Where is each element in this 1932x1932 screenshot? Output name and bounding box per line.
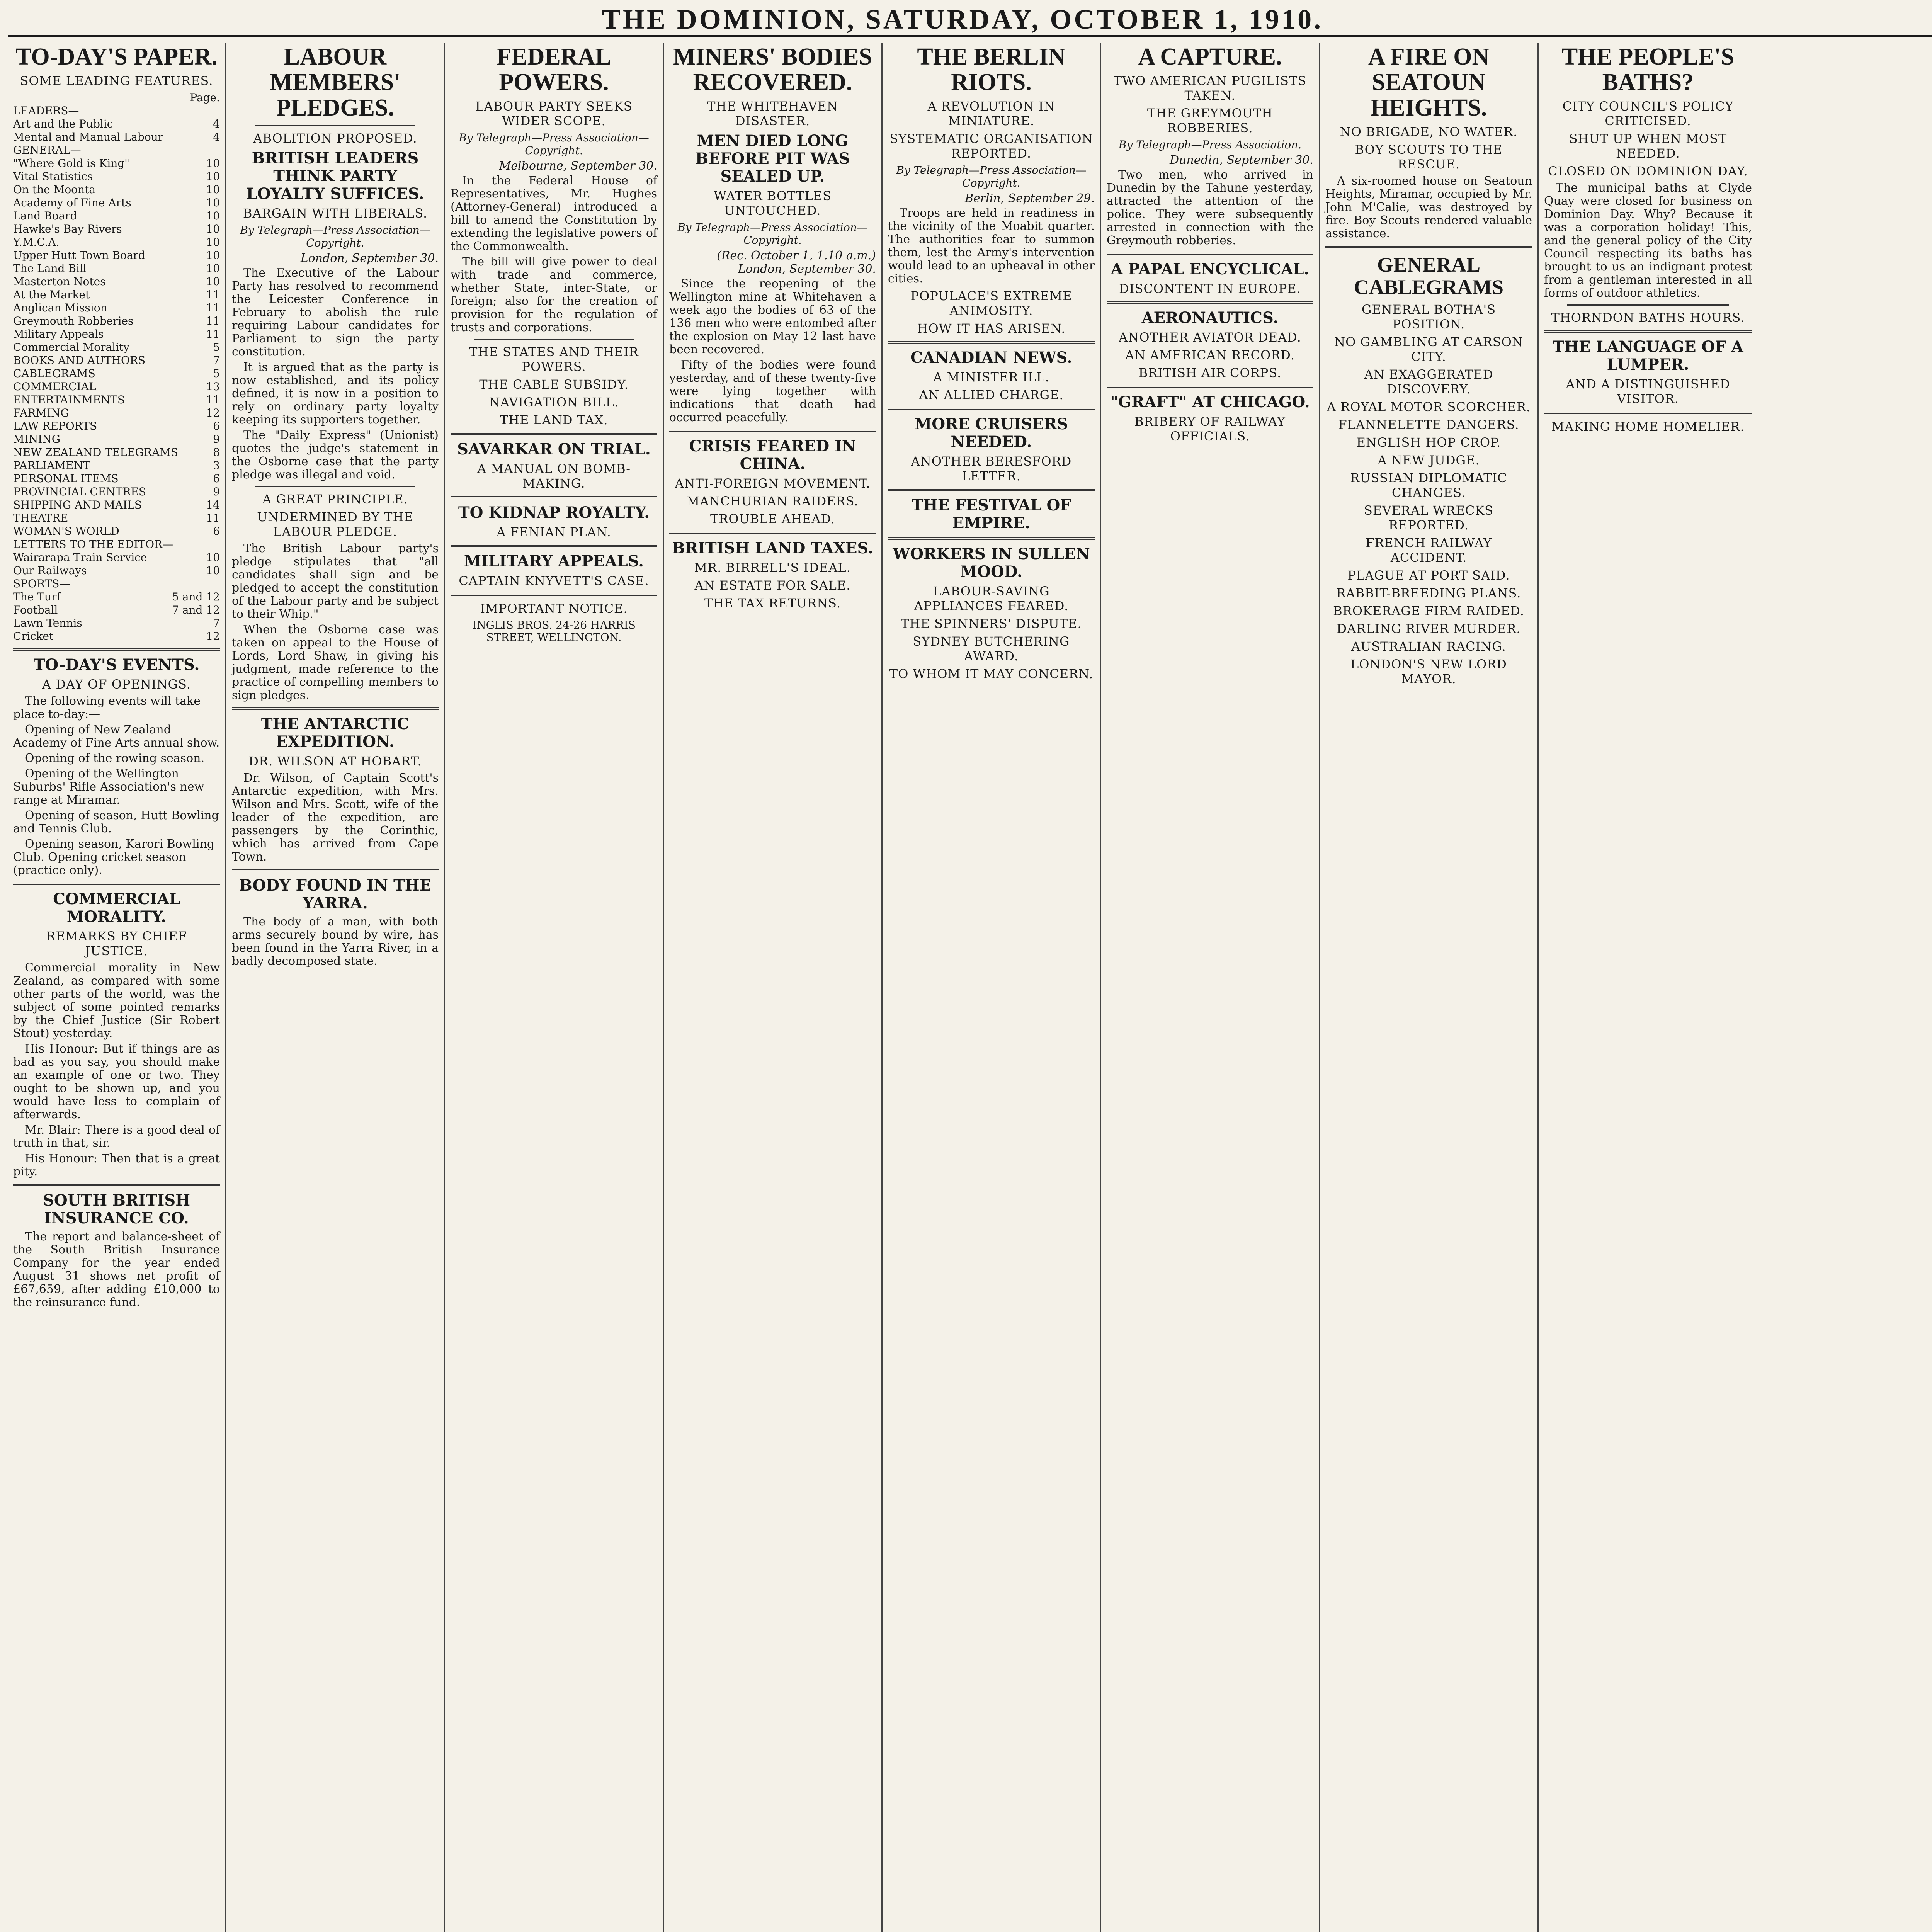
contents-item: Our Railways 10 [13,564,220,577]
article-paragraph: His Honour: Then that is a great pity. [13,1152,220,1179]
contents-item: BOOKS AND AUTHORS 7 [13,354,220,367]
principle-subheading: UNDERMINED BY THE LABOUR PLEDGE. [257,510,413,539]
byline: By Telegraph—Press Association. [1118,138,1302,151]
section-heading: A NEW JUDGE. [1378,453,1480,468]
notice-heading: IMPORTANT NOTICE. [480,601,628,616]
contents-item: PROVINCIAL CENTRES 9 [13,485,220,498]
divider [451,594,657,596]
divider [13,883,220,885]
divider [888,408,1095,410]
article-paragraph: A six-roomed house on Seatoun Heights, Miramar, occupied by Mr. John M'Calie, was destroyed by fire. Boy Scouts rendered valuable assistance. [1325,174,1532,240]
lumper-heading: THE LANGUAGE OF A LUMPER. [1553,338,1743,374]
contents-item: Upper Hutt Town Board 10 [13,249,220,262]
canadian-subheading: A MINISTER ILL. [933,370,1049,384]
divider [1107,253,1313,255]
contents-item: Football 7 and 12 [13,604,220,616]
contents-item: Wairarapa Train Service 10 [13,551,220,564]
article-paragraph: Fifty of the bodies were found yesterday, and of these twenty-five were lying together with indications that death had occurred peacefully. [669,358,876,424]
contents-item: CABLEGRAMS 5 [13,367,220,380]
section-heading: SEVERAL WRECKS REPORTED. [1364,503,1494,532]
contents-item: Vital Statistics 10 [13,170,220,183]
article-paragraph: Troops are held in readiness in the vicinity of the Moabit quarter. The authorities fear to summon them, lest the Army's intervention would lead to an upheaval in other cities. [888,206,1095,286]
article-paragraph: Mr. Blair: There is a good deal of truth in that, sir. [13,1123,220,1150]
divider [232,869,439,871]
article-paragraph: Since the reopening of the Wellington mine at Whitehaven a week ago the bodies of 63 of the 136 men who were entombed after the explosion on May 12 last have been recovered. [669,277,876,356]
article-paragraph: His Honour: But if things are as bad as you say, you should make an example of one or two. They ought to be shown up, and you would have less to complain of afterwards. [13,1042,220,1121]
capture-subheading: TWO AMERICAN PUGILISTS TAKEN. [1113,73,1307,103]
lumper-subheading: AND A DISTINGUISHED VISITOR. [1566,377,1730,406]
principle-heading: A GREAT PRINCIPLE. [262,492,408,507]
event-item: The following events will take place to-day:— [13,694,201,721]
section-heading: NAVIGATION BILL. [489,395,619,410]
contents-item: SHIPPING AND MAILS 14 [13,498,220,511]
section-heading: NO GAMBLING AT CARSON CITY. [1334,335,1523,364]
contents-item: PERSONAL ITEMS 6 [13,472,220,485]
article-paragraph: The body of a man, with both arms securely bound by wire, has been found in the Yarra River, in a badly decomposed state. [232,915,439,968]
section-heading: MAKING HOME HOMELIER. [1551,419,1745,434]
todays-paper-heading: TO-DAY'S PAPER. [15,44,218,70]
section-heading: ANOTHER AVIATOR DEAD. [1119,330,1301,345]
military-heading: MILITARY APPEALS. [464,552,644,570]
events-heading: TO-DAY'S EVENTS. [33,656,200,674]
article-paragraph: The bill will give power to deal with trade and commerce, whether State, inter-State, or foreign; also for the creation of provision for the regulation of trusts and corporations. [451,255,657,334]
section-heading: THORNDON BATHS HOURS. [1551,310,1745,325]
divider [474,339,634,340]
contents-item: Greymouth Robberies 11 [13,315,220,327]
contents-item: Lawn Tennis 7 [13,617,220,629]
article-paragraph: The British Labour party's pledge stipulates that "all candidates shall sign and be pledged to accept the constitution of the Labour party and be subject to their Whip." [232,542,439,621]
contents-item: PARLIAMENT 3 [13,459,220,472]
baths-subheading-3: CLOSED ON DOMINION DAY. [1548,164,1748,179]
yarra-heading: BODY FOUND IN THE YARRA. [239,876,432,912]
contents-item: Military Appeals 11 [13,328,220,340]
section-heading: HOW IT HAS ARISEN. [917,321,1066,336]
dateline: London, September 30. [300,252,439,265]
contents-item: THEATRE 11 [13,512,220,524]
contents-item: At the Market 11 [13,288,220,301]
divider [669,430,876,432]
column-8 [1539,43,1757,1932]
contents-item: Art and the Public 4 [13,117,220,130]
section-heading: LONDON'S NEW LORD MAYOR. [1350,657,1507,686]
column-6 [1101,43,1320,1932]
papal-heading: A PAPAL ENCYCLICAL. [1111,260,1310,278]
contents-item: LEADERS— [13,104,79,117]
leading-features-subheading: SOME LEADING FEATURES. [20,73,213,88]
section-heading: AN ALLIED CHARGE. [919,388,1064,402]
event-item: Opening of the Wellington Suburbs' Rifle Association's new range at Miramar. [13,767,204,807]
section-heading: FRENCH RAILWAY ACCIDENT. [1366,536,1492,565]
contents-item: Academy of Fine Arts 10 [13,196,220,209]
savarkar-subheading: A MANUAL ON BOMB-MAKING. [477,461,631,491]
section-heading: AN EXAGGERATED DISCOVERY. [1364,367,1493,396]
workers-subheading: LABOUR-SAVING APPLIANCES FEARED. [914,584,1069,613]
labour-subheading-2: BRITISH LEADERS THINK PARTY LOYALTY SUFFICES. [246,149,424,203]
labour-subheading-3: BARGAIN WITH LIBERALS. [243,206,428,221]
advertisement: INGLIS BROS. 24-26 HARRIS STREET, WELLINGTON. [472,619,636,644]
column-4 [664,43,883,1932]
divider [1107,386,1313,388]
event-item: Opening of New Zealand Academy of Fine Arts annual show. [13,723,220,750]
dateline: Dunedin, September 30. [1170,153,1313,167]
article-paragraph: In the Federal House of Representatives, Mr. Hughes (Attorney-General) introduced a bill to amend the Constitution by extending the legislative powers of the Commonwealth. [451,174,657,253]
article-paragraph: The report and balance-sheet of the South British Insurance Company for the year ended August 31 shows net profit of £67,659, after adding £10,000 to the reinsurance fund. [13,1230,220,1309]
column-2 [226,43,445,1932]
section-heading: AN AMERICAN RECORD. [1125,348,1295,362]
divider [451,496,657,498]
labour-subheading: ABOLITION PROPOSED. [253,131,417,146]
savarkar-heading: SAVARKAR ON TRIAL. [457,440,651,458]
miners-subheading-2: MEN DIED LONG BEFORE PIT WAS SEALED UP. [695,132,850,185]
columns [8,43,1932,1932]
morality-subheading: REMARKS BY CHIEF JUSTICE. [46,929,187,958]
divider [1325,246,1532,248]
contents-item: SPORTS— [13,577,70,590]
miners-subheading: THE WHITEHAVEN DISASTER. [707,99,838,128]
contents-item: Land Board 10 [13,209,220,222]
divider [888,537,1095,540]
dateline: Melbourne, September 30. [499,159,657,173]
masthead [8,4,1932,37]
berlin-subheading: A REVOLUTION IN MINIATURE. [927,99,1055,128]
column-7 [1320,43,1539,1932]
land-tax-subheading: MR. BIRRELL'S IDEAL. [694,560,851,575]
kidnap-heading: TO KIDNAP ROYALTY. [458,503,650,522]
aeronautics-heading: AERONAUTICS. [1141,309,1279,327]
morality-heading: COMMERCIAL MORALITY. [53,890,180,926]
section-heading: TO WHOM IT MAY CONCERN. [889,667,1094,681]
events-subheading: A DAY OF OPENINGS. [42,677,191,692]
contents-item: "Where Gold is King" 10 [13,157,220,170]
cruisers-heading: MORE CRUISERS NEEDED. [915,415,1068,451]
page-title: THE DOMINION, SATURDAY, OCTOBER 1, 1910. [602,3,1323,35]
divider [451,545,657,547]
divider [13,648,220,651]
divider [255,486,415,487]
cablegrams-heading: GENERAL CABLEGRAMS [1354,253,1504,299]
divider [451,433,657,435]
section-heading: AUSTRALIAN RACING. [1351,639,1506,654]
section-heading: ENGLISH HOP CROP. [1356,435,1501,450]
contents-item: The Turf 5 and 12 [13,590,220,603]
divider [255,125,415,126]
byline: By Telegraph—Press Association—Copyright. [896,164,1087,189]
article-paragraph: Commercial morality in New Zealand, as compared with some other parts of the world, was the subject of some pointed remarks by the Chief Justice (Sir Robert Stout) yesterday. [13,961,220,1040]
section-heading: THE SPINNERS' DISPUTE. [901,616,1082,631]
dateline: Berlin, September 29. [964,192,1095,205]
event-item: Opening of season, Hutt Bowling and Tennis Club. [13,809,219,835]
byline: By Telegraph—Press Association—Copyright. [677,221,868,247]
divider [669,532,876,534]
section-heading: BRITISH AIR CORPS. [1138,366,1282,380]
kidnap-subheading: A FENIAN PLAN. [497,525,611,539]
section-heading: THE CABLE SUBSIDY. [479,377,629,392]
divider [13,1184,220,1186]
fire-subheading: NO BRIGADE, NO WATER. [1340,124,1518,139]
byline: By Telegraph—Press Association—Copyright. [240,224,430,249]
section-heading: MANCHURIAN RAIDERS. [687,494,859,509]
section-heading: GENERAL BOTHA'S POSITION. [1361,302,1496,332]
section-heading: THE STATES AND THEIR POWERS. [469,345,639,374]
festival-heading: THE FESTIVAL OF EMPIRE. [912,496,1071,532]
contents-item: LETTERS TO THE EDITOR— [13,538,173,551]
divider [1544,330,1752,333]
article-paragraph: The Executive of the Labour Party has resolved to recommend the Leicester Conference in February to abolish the rule requiring Labour candidates for Parliament to sign the party constitution. [232,266,439,359]
divider [888,341,1095,344]
baths-subheading: CITY COUNCIL'S POLICY CRITICISED. [1562,99,1734,128]
contents-item: FARMING 12 [13,406,220,419]
article-paragraph: The "Daily Express" (Unionist) quotes the judge's statement in the Osborne case that the party pledge was illegal and void. [232,429,439,481]
column-5 [883,43,1101,1932]
divider [1107,301,1313,304]
miners-subheading-3: WATER BOTTLES UNTOUCHED. [714,189,832,218]
section-heading: TROUBLE AHEAD. [710,512,835,526]
contents-item: COMMERCIAL 13 [13,380,220,393]
event-item: Opening season, Karori Bowling Club. Opening cricket season (practice only). [13,837,215,877]
article-paragraph: Two men, who arrived in Dunedin by the Tahune yesterday, attracted the attention of the police. They were subsequently arrested in connection with the Greymouth robberies. [1107,168,1313,247]
berlin-subheading-2: SYSTEMATIC ORGANISATION REPORTED. [889,131,1093,161]
section-heading: ANOTHER BERESFORD LETTER. [911,454,1072,483]
section-heading: A ROYAL MOTOR SCORCHER. [1327,400,1531,414]
antarctic-heading: THE ANTARCTIC EXPEDITION. [261,715,410,751]
section-heading: POPULACE'S EXTREME ANIMOSITY. [910,289,1072,318]
fire-heading: A FIRE ON SEATOUN HEIGHTS. [1368,44,1490,121]
china-heading: CRISIS FEARED IN CHINA. [689,437,856,473]
page-number [1917,3,1932,36]
divider [232,707,439,710]
workers-heading: WORKERS IN SULLEN MOOD. [893,545,1090,581]
contents-item: NEW ZEALAND TELEGRAMS 8 [13,446,220,459]
contents-item: Hawke's Bay Rivers 10 [13,223,220,235]
contents-item: LAW REPORTS 6 [13,420,220,432]
miners-heading: MINERS' BODIES RECOVERED. [673,44,872,95]
section-heading: BROKERAGE FIRM RAIDED. [1333,604,1524,618]
section-heading: FLANNELETTE DANGERS. [1338,417,1519,432]
divider [1544,412,1752,414]
event-item: Opening of the rowing season. [25,752,204,765]
baths-heading: THE PEOPLE'S BATHS? [1561,44,1735,95]
article-paragraph: Dr. Wilson, of Captain Scott's Antarctic expedition, with Mrs. Wilson and Mrs. Scott, wife of the leader of the expedition, are passengers by the Corinthic, which has arrived from Cape Town. [232,771,439,864]
federal-heading: FEDERAL POWERS. [497,44,611,95]
capture-heading: A CAPTURE. [1138,44,1282,70]
military-subheading: CAPTAIN KNYVETT'S CASE. [459,573,649,588]
byline: By Telegraph—Press Association—Copyright. [459,131,649,157]
contents-item: Y.M.C.A. 10 [13,236,220,248]
berlin-heading: THE BERLIN RIOTS. [917,44,1066,95]
column-3 [445,43,664,1932]
contents-item: WOMAN'S WORLD 6 [13,525,220,537]
papal-subheading: DISCONTENT IN EUROPE. [1119,281,1301,296]
section-heading: THE LAND TAX. [500,413,608,427]
contents-item: The Land Bill 10 [13,262,220,275]
section-heading: PLAGUE AT PORT SAID. [1347,568,1510,583]
graft-heading: "GRAFT" AT CHICAGO. [1110,393,1310,411]
fire-subheading-2: BOY SCOUTS TO THE RESCUE. [1355,142,1503,172]
capture-subheading-2: THE GREYMOUTH ROBBERIES. [1147,106,1273,135]
insurance-heading: SOUTH BRITISH INSURANCE CO. [43,1191,190,1227]
antarctic-subheading: DR. WILSON AT HOBART. [248,754,422,769]
section-heading: RUSSIAN DIPLOMATIC CHANGES. [1350,471,1507,500]
contents-item: Commercial Morality 5 [13,341,220,354]
section-heading: DARLING RIVER MURDER. [1337,621,1521,636]
divider [888,489,1095,491]
article-paragraph: It is argued that as the party is now established, and its policy defined, it is now in a position to rely on ordinary party loyalty keeping its supporters together. [232,361,439,427]
contents-item: Anglican Mission 11 [13,301,220,314]
contents-item: GENERAL— [13,144,81,156]
contents-item: On the Moonta 10 [13,183,220,196]
labour-heading: LABOUR MEMBERS' PLEDGES. [270,44,401,121]
divider [1567,304,1729,306]
section-heading: THE TAX RETURNS. [704,596,841,611]
federal-subheading: LABOUR PARTY SEEKS WIDER SCOPE. [475,99,633,128]
contents-item: Mental and Manual Labour 4 [13,131,220,143]
contents-item: ENTERTAINMENTS 11 [13,393,220,406]
column-1 [8,43,226,1932]
section-heading: AN ESTATE FOR SALE. [694,578,851,593]
graft-subheading: BRIBERY OF RAILWAY OFFICIALS. [1134,414,1286,444]
china-subheading: ANTI-FOREIGN MOVEMENT. [675,476,871,491]
baths-subheading-2: SHUT UP WHEN MOST NEEDED. [1569,131,1727,161]
contents-item: Cricket 12 [13,630,220,643]
contents-header: Page. [190,91,220,104]
contents-list [13,91,220,643]
canadian-heading: CANADIAN NEWS. [910,349,1072,367]
article-paragraph: When the Osborne case was taken on appeal to the House of Lords, Lord Shaw, in giving his judgment, made reference to the practice of compelling members to sign pledges. [232,623,439,702]
contents-item: MINING 9 [13,433,220,446]
dateline: (Rec. October 1, 1.10 a.m.) London, September 30. [717,249,876,276]
section-heading: RABBIT-BREEDING PLANS. [1336,586,1521,600]
article-paragraph: The municipal baths at Clyde Quay were closed for business on Dominion Day. Why? Because it was a corporation holiday! This, and the general policy of the City Council respecting its baths has brought to us an indignant protest from a gentleman interested in all forms of outdoor athletics. [1544,181,1752,300]
contents-item: Masterton Notes 10 [13,275,220,288]
land-tax-heading: BRITISH LAND TAXES. [672,539,873,557]
section-heading: SYDNEY BUTCHERING AWARD. [913,634,1070,663]
